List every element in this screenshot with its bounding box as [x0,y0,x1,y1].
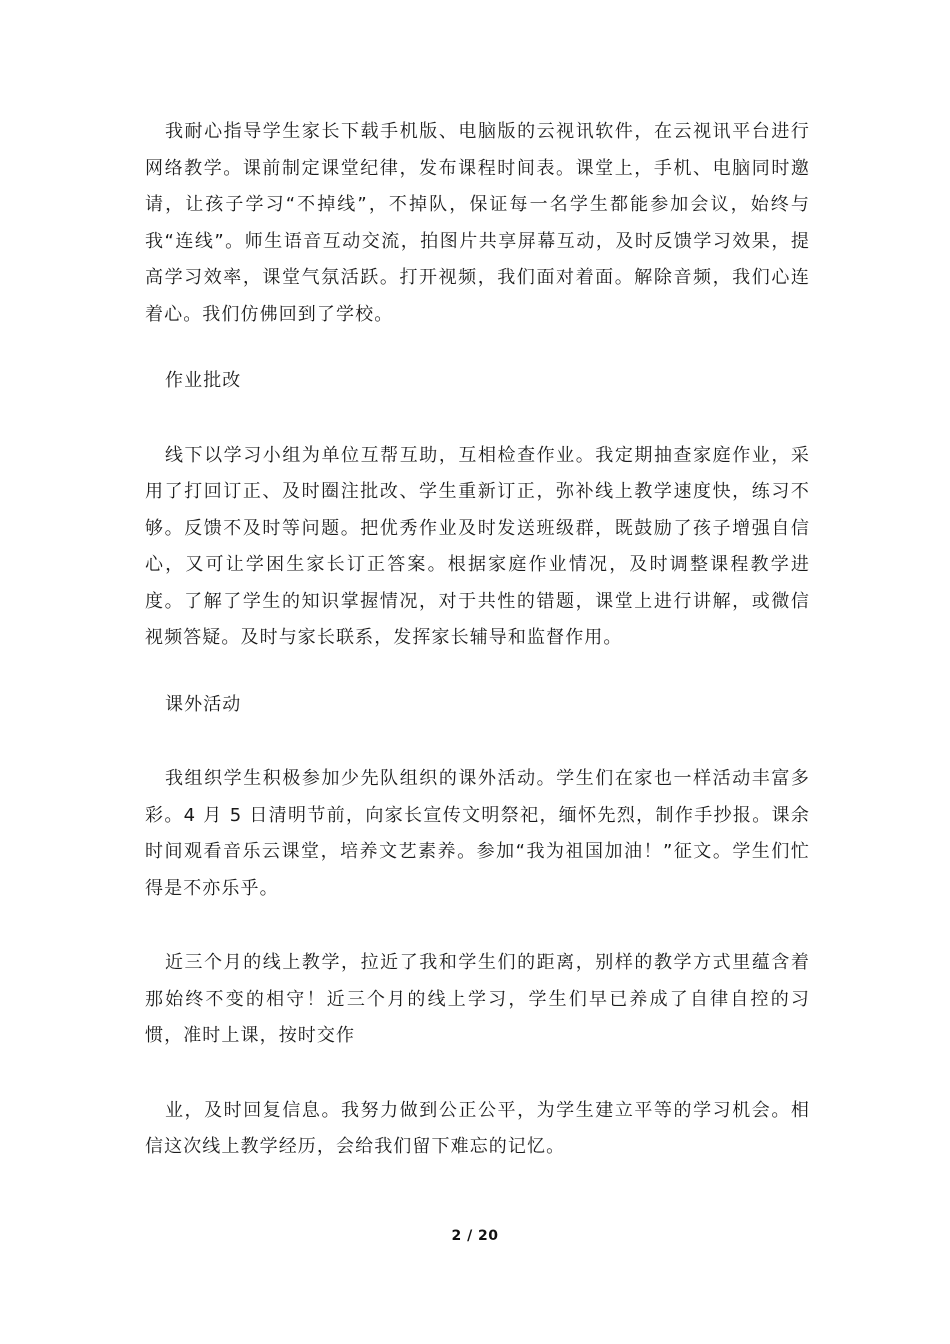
paragraph-spacer [145,657,810,687]
paragraph-spacer [145,333,810,363]
paragraph-spacer [145,1055,810,1093]
section-heading-homework: 作业批改 [165,370,242,391]
page-number: 2 / 20 [451,1228,499,1244]
paragraph-activities: 我组织学生积极参加少先队组织的课外活动。学生们在家也一样活动丰富多彩。4 月 5 日清明节前，向家长宣传文明祭祀，缅怀先烈，制作手抄报。课余时间观看音乐云课堂，培养文艺素养。参加“我为祖国加油！”征文。学生们忙得是不亦乐乎。 [145,768,810,899]
paragraph-conclusion: 业，及时回复信息。我努力做到公正公平，为学生建立平等的学习机会。相信这次线上教学经历，会给我们留下难忘的记忆。 [145,1099,810,1157]
section-heading-activities: 课外活动 [165,693,242,715]
paragraph-online-teaching: 我耐心指导学生家长下载手机版、电脑版的云视讯软件，在云视讯平台进行网络教学。课前制定课堂纪律，发布课程时间表。课堂上，手机、电脑同时邀请，让孩子学习“不掉线”，不掉队，保证每一名学生都能参加会议，始终与我“连线”。师生语音互动交流，拍图片共享屏幕互动，及时反馈学习效果，提高学习效率，课堂气氛活跃。打开视频，我们面对着面。解除音频，我们心连着心。我们仿佛回到了学校。 [145,121,810,325]
paragraph-reflection: 近三个月的线上教学，拉近了我和学生们的距离，别样的教学方式里蕴含着那始终不变的相守！近三个月的线上学习，学生们早已养成了自律自控的习惯，准时上课，按时交作 [145,952,810,1046]
paragraph-spacer [145,907,810,945]
page-content [145,114,810,1166]
paragraph-spacer [145,400,810,438]
paragraph-spacer [145,723,810,761]
paragraph-homework: 线下以学习小组为单位互帮互助，互相检查作业。我定期抽查家庭作业，采用了打回订正、及时圈注批改、学生重新订正，弥补线上教学速度快，练习不够。反馈不及时等问题。把优秀作业及时发送班级群，既鼓励了孩子增强自信心，又可让学困生家长订正答案。根据家庭作业情况，及时调整课程教学进度。了解了学生的知识掌握情况，对于共性的错题，课堂上进行讲解，或微信视频答疑。及时与家长联系，发挥家长辅导和监督作用。 [145,444,810,648]
